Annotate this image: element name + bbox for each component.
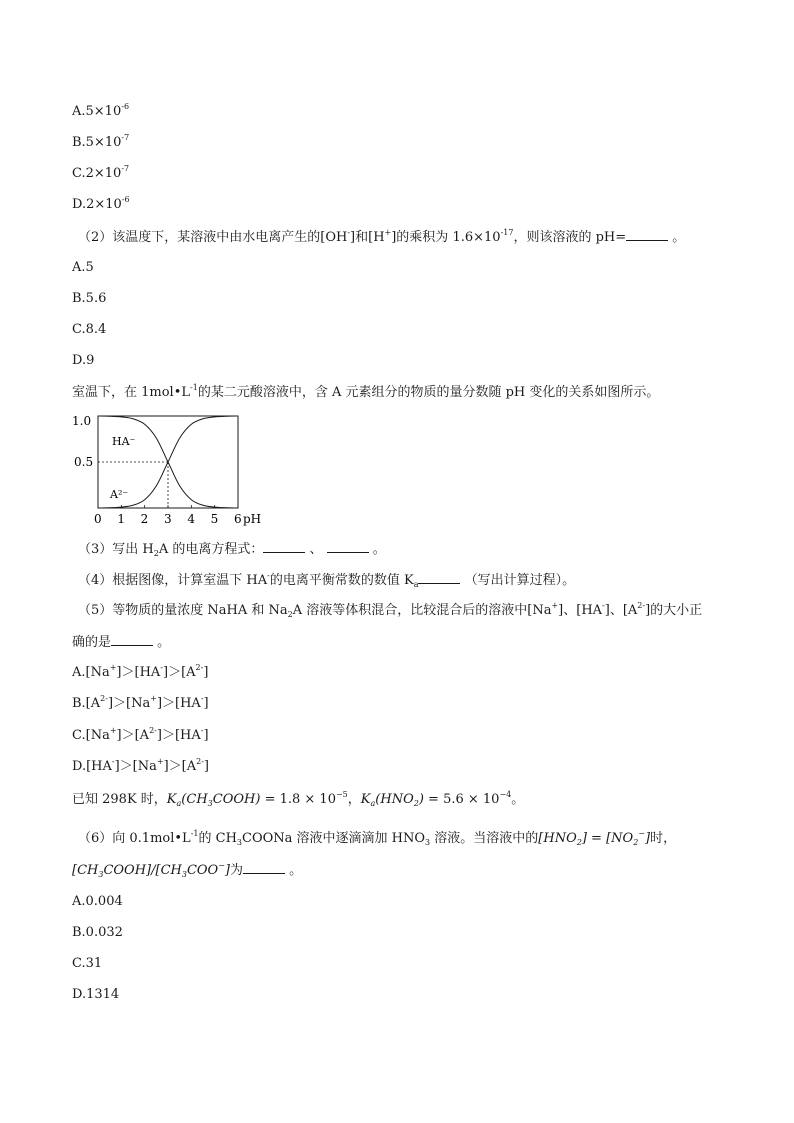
q2-option-b: B.5.6 — [72, 291, 107, 306]
x-axis-label: pH — [243, 512, 262, 526]
q5-option-b: $B.[A^{2-}]>[Na^+]>[HA^-]$ — [72, 694, 209, 711]
ratio-expr: $[CH_3COOH]/[CH_3COO^-]$ — [72, 861, 230, 879]
x-tick-label: 1 — [117, 512, 125, 526]
answer-blank-2[interactable] — [327, 540, 369, 553]
answer-blank[interactable] — [418, 571, 460, 584]
q6-option-d: D.1314 — [72, 987, 120, 1002]
q2-option-c: C.8.4 — [72, 322, 107, 337]
q4-question: （4）根据图像，计算室温下 HA-的电离平衡常数的数值 $K_a$ （写出计算过程）。 — [78, 571, 576, 589]
answer-blank[interactable] — [626, 228, 668, 241]
answer-blank-1[interactable] — [263, 540, 305, 553]
answer-blank[interactable] — [243, 861, 285, 874]
q6-option-b: B.0.032 — [72, 925, 123, 940]
given-ka-values: 已知 298K 时，$K_a(CH_3COOH) = 1.8 \times 10^{-5}$，$K_a(HNO_2) = 5.6 \times 10^{-4}$。 — [72, 790, 525, 808]
answer-blank[interactable] — [111, 633, 153, 646]
x-tick-label: 5 — [210, 512, 219, 526]
x-tick-label: 6 — [234, 512, 242, 526]
y-tick-label: 1.0 — [72, 414, 92, 428]
q1-option-d: $D.2\times 10^{-6}$ — [72, 195, 130, 212]
q1-option-b: $B.5\times 10^{-7}$ — [72, 133, 130, 150]
series-label-a2: A²⁻ — [110, 488, 129, 501]
q1-option-c: $C.2\times 10^{-7}$ — [72, 164, 130, 181]
q5-option-a: $A.[Na^+]>[HA^-]>[A^{2-}]$ — [72, 663, 209, 680]
q2-option-d: D.9 — [72, 353, 95, 368]
x-tick-label: 2 — [140, 512, 149, 526]
distribution-chart — [70, 410, 280, 528]
q5-question: （5）等物质的量浓度 NaHA 和 $Na_2A$ 溶液等体积混合，比较混合后的溶液中[Na+]、[HA-]、$[A^{2-}]$的大小正 — [78, 601, 703, 619]
equal-conc-expr: $[HNO_2] = [NO_2^-]$ — [538, 829, 651, 847]
q1-option-a: $A.5\times 10^{-6}$ — [72, 102, 130, 119]
q5-option-c: $C.[Na^+]>[A^{2-}]>[HA^-]$ — [72, 726, 209, 743]
chart-intro: 室温下，在 $1mol•L^{-1}$的某二元酸溶液中，含 A 元素组分的物质的量分数随 pH 变化的关系如图所示。 — [72, 383, 660, 400]
x-tick-label: 0 — [94, 512, 102, 526]
y-tick-label: 0.5 — [74, 455, 94, 469]
q5-option-d: $D.[HA^-]>[Na^+]>[A^{2-}]$ — [72, 757, 209, 774]
q6-option-a: A.0.004 — [72, 894, 123, 909]
q6-option-c: C.31 — [72, 956, 103, 971]
series-label-ha: HA⁻ — [112, 435, 136, 448]
x-tick-label: 4 — [187, 512, 195, 526]
q2-question: （2）该温度下，某溶液中由水电离产生的[OH-]和[H+]的乘积为 $1.6\times 10^{-17}$，则该溶液的 pH= 。 — [78, 228, 686, 245]
q6-question-line2: $[CH_3COOH]/[CH_3COO^-]$为 。 — [72, 861, 303, 879]
q3-question: （3）写出 $H_2A$ 的电离方程式： 、 。 — [78, 542, 386, 558]
ka-acetic: $K_a(CH_3COOH) = 1.8 \times 10^{-5}$ — [166, 790, 348, 808]
q6-question: （6）向 $0.1mol•L^{-1}$的 $CH_3COONa$ 溶液中逐滴滴加 $HNO_3$ 溶液。当溶液中的$[HNO_2] = [NO_2^-]$时， — [78, 829, 677, 847]
ka-nitrous: $K_a(HNO_2) = 5.6 \times 10^{-4}$ — [360, 790, 512, 808]
q2-option-a: A.5 — [72, 260, 94, 275]
q5-question-line2: 确的是 。 — [72, 635, 171, 650]
x-tick-label: 3 — [164, 512, 172, 526]
